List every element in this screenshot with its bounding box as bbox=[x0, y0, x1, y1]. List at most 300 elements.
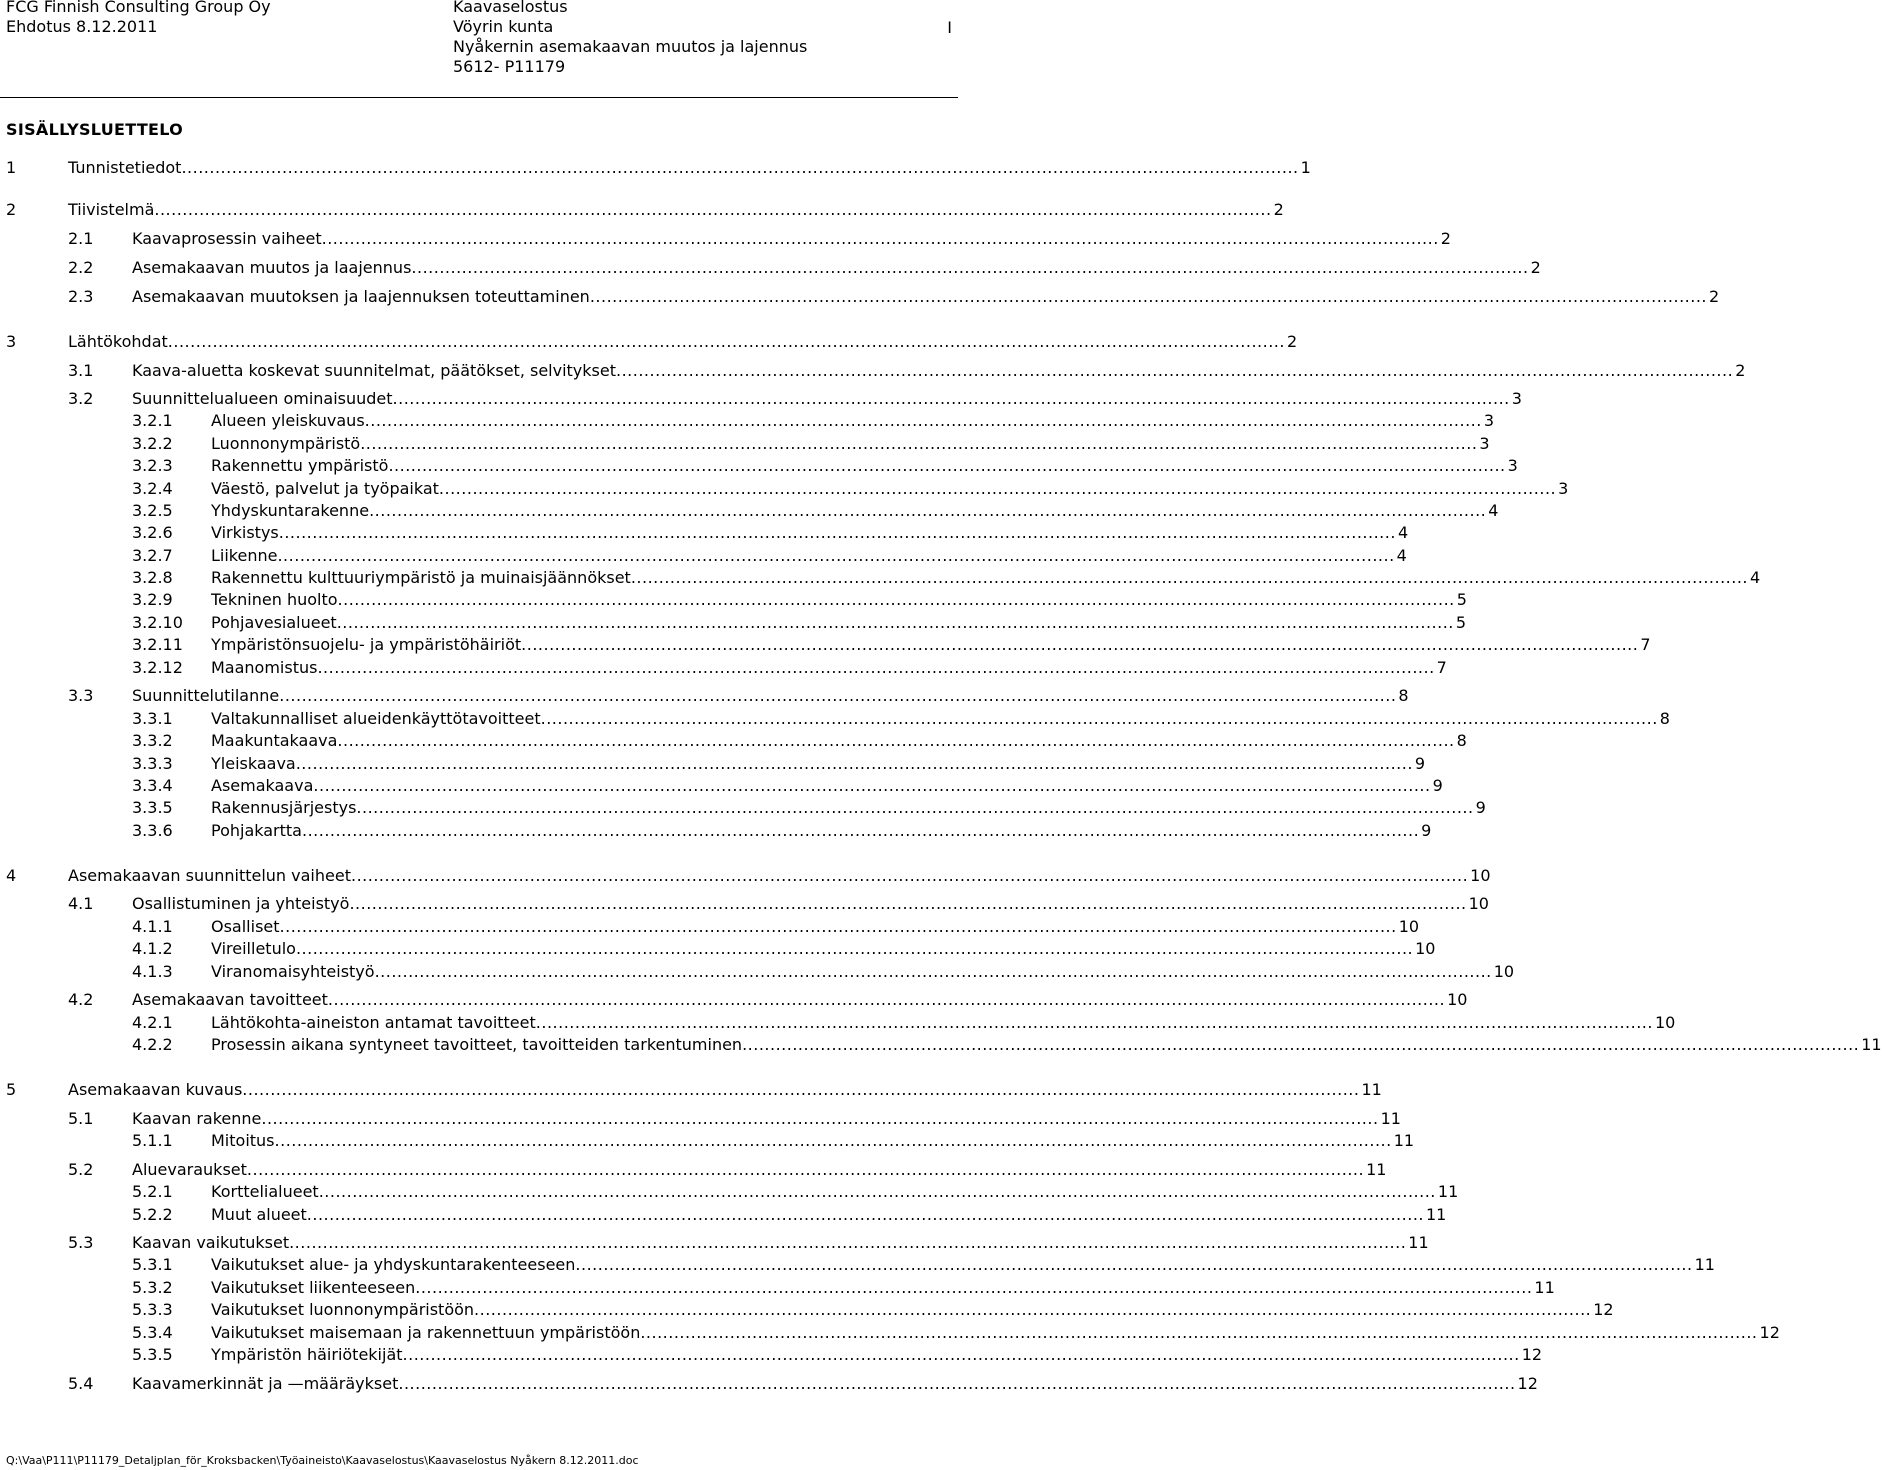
toc-entry bbox=[0, 1204, 1447, 1226]
toc-entry-page: 8 bbox=[1456, 731, 1467, 750]
dot-leader: ........................................................................................................................................................................................................ bbox=[327, 990, 1446, 1009]
toc-entry bbox=[0, 1322, 1780, 1344]
dot-leader: ........................................................................................................................................................................................................ bbox=[411, 258, 1529, 277]
toc-entry bbox=[0, 797, 1486, 819]
toc-entry-title: Korttelialueet bbox=[211, 1182, 319, 1201]
dot-leader: ........................................................................................................................................................................................................ bbox=[279, 686, 1397, 705]
toc-entry-page: 3 bbox=[1483, 411, 1495, 430]
toc-entry-number: 3.2.5 bbox=[132, 501, 173, 520]
toc-entry-leader bbox=[211, 730, 1467, 752]
toc-entry-number: 3.3.4 bbox=[132, 776, 173, 795]
toc-entry-title: Kaava-aluetta koskevat suunnitelmat, päätökset, selvitykset bbox=[132, 361, 616, 380]
toc-entry-title: Asemakaavan tavoitteet bbox=[132, 990, 328, 1009]
toc-entry-page: 5 bbox=[1456, 590, 1467, 609]
header-rule bbox=[0, 97, 958, 98]
toc-entry-number: 5.4 bbox=[68, 1374, 94, 1393]
toc-entry bbox=[0, 634, 1651, 656]
company-name: FCG Finnish Consulting Group Oy bbox=[6, 0, 271, 16]
toc-entry-number: 5.2.1 bbox=[132, 1182, 173, 1201]
toc-entry-leader bbox=[211, 1344, 1543, 1366]
dot-leader: ........................................................................................................................................................................................................ bbox=[313, 776, 1431, 795]
toc-entry-leader bbox=[68, 865, 1491, 887]
toc-entry-title: Rakennettu ympäristö bbox=[211, 456, 389, 475]
toc-entry-title: Rakennettu kulttuuriympäristö ja muinaisjäännökset bbox=[211, 568, 631, 587]
toc-entry bbox=[0, 775, 1443, 797]
toc-entry bbox=[0, 1277, 1555, 1299]
toc-entry bbox=[0, 545, 1407, 567]
toc-entry bbox=[0, 1373, 1538, 1395]
toc-entry-page: 11 bbox=[1437, 1182, 1459, 1201]
toc-entry-title: Vaikutukset liikenteeseen bbox=[211, 1278, 416, 1297]
toc-entry-title: Asemakaavan muutoksen ja laajennuksen toteuttaminen bbox=[132, 287, 590, 306]
toc-entry-number: 4.2.2 bbox=[132, 1035, 173, 1054]
toc-entry-title: Maakuntakaava bbox=[211, 731, 338, 750]
toc-entry-number: 2.1 bbox=[68, 229, 94, 248]
dot-leader: ........................................................................................................................................................................................................ bbox=[278, 523, 1396, 542]
toc-entry bbox=[0, 331, 1298, 353]
toc-entry-leader bbox=[211, 478, 1569, 500]
toc-entry-title: Lähtökohdat bbox=[68, 332, 168, 351]
toc-entry-number: 2.2 bbox=[68, 258, 94, 277]
toc-entry-title: Kaavan rakenne bbox=[132, 1109, 262, 1128]
toc-entry-number: 4.2.1 bbox=[132, 1013, 173, 1032]
toc-entry-title: Mitoitus bbox=[211, 1131, 275, 1150]
toc-entry bbox=[0, 820, 1432, 842]
toc-entry bbox=[0, 157, 1311, 179]
toc-entry-number: 3.3.6 bbox=[132, 821, 173, 840]
toc-entry-number: 4.1.2 bbox=[132, 939, 173, 958]
toc-entry-page: 2 bbox=[1530, 258, 1541, 277]
toc-entry-leader bbox=[211, 410, 1495, 432]
toc-entry-leader bbox=[68, 157, 1311, 179]
project-number: 5612- P11179 bbox=[453, 57, 566, 76]
toc-entry bbox=[0, 199, 1284, 221]
dot-leader: ........................................................................................................................................................................................................ bbox=[350, 866, 1469, 885]
toc-entry-leader bbox=[132, 685, 1409, 707]
toc-entry bbox=[0, 708, 1670, 730]
toc-entry-number: 3.2.2 bbox=[132, 434, 173, 453]
dot-leader: ........................................................................................................................................................................................................ bbox=[398, 1374, 1516, 1393]
toc-entry-leader bbox=[68, 199, 1284, 221]
toc-entry-title: Vaikutukset alue- ja yhdyskuntarakenteeseen bbox=[211, 1255, 576, 1274]
toc-entry-title: Maanomistus bbox=[211, 658, 318, 677]
dot-leader: ........................................................................................................................................................................................................ bbox=[349, 894, 1467, 913]
toc-entry-number: 5.1 bbox=[68, 1109, 94, 1128]
toc-entry bbox=[0, 1181, 1459, 1203]
toc-entry-title: Väestö, palvelut ja työpaikat bbox=[211, 479, 439, 498]
toc-entry-leader bbox=[211, 1012, 1676, 1034]
toc-entry-page: 2 bbox=[1273, 200, 1284, 219]
toc-entry bbox=[0, 1079, 1382, 1101]
toc-entry-number: 3.2.9 bbox=[132, 590, 173, 609]
toc-entry-number: 5.3.5 bbox=[132, 1345, 173, 1364]
toc-entry-leader bbox=[132, 286, 1720, 308]
toc-entry-page: 4 bbox=[1397, 523, 1409, 542]
toc-entry-page: 9 bbox=[1421, 821, 1432, 840]
toc-entry bbox=[0, 893, 1489, 915]
toc-entry-title: Asemakaava bbox=[211, 776, 314, 795]
toc-entry bbox=[0, 916, 1420, 938]
toc-entry-title: Osallistuminen ja yhteistyö bbox=[132, 894, 350, 913]
page-header bbox=[0, 0, 960, 100]
header-middle bbox=[453, 0, 807, 77]
toc-entry bbox=[0, 1344, 1543, 1366]
dot-leader: ........................................................................................................................................................................................................ bbox=[616, 361, 1734, 380]
toc-entry-page: 1 bbox=[1300, 158, 1311, 177]
toc-entry-leader bbox=[211, 634, 1651, 656]
toc-entry-number: 3.2.11 bbox=[132, 635, 183, 654]
toc-entry bbox=[0, 433, 1490, 455]
toc-entry-title: Pohjavesialueet bbox=[211, 613, 337, 632]
toc-entry-page: 11 bbox=[1861, 1035, 1882, 1054]
toc-entry-title: Viranomaisyhteistyö bbox=[211, 962, 375, 981]
toc-entry-title: Valtakunnalliset alueidenkäyttötavoitteet bbox=[211, 709, 541, 728]
toc-entry-page: 3 bbox=[1558, 479, 1569, 498]
toc-entry-page: 10 bbox=[1493, 962, 1515, 981]
dot-leader: ........................................................................................................................................................................................................ bbox=[640, 1323, 1758, 1342]
toc-entry-title: Yhdyskuntarakenne bbox=[211, 501, 370, 520]
toc-entry-number: 5.3.4 bbox=[132, 1323, 173, 1342]
dot-leader: ........................................................................................................................................................................................................ bbox=[474, 1300, 1592, 1319]
toc-entry-page: 10 bbox=[1470, 866, 1491, 885]
file-path-footer: Q:\Vaa\P111\P11179_Detaljplan_för_Kroksbacken\Työaineisto\Kaavaselostus\Kaavaselostus Nyåkern 8.12.2011.doc bbox=[6, 1454, 639, 1467]
plan-name: Nyåkernin asemakaavan muutos ja lajennus bbox=[453, 37, 808, 56]
dot-leader: ........................................................................................................................................................................................................ bbox=[356, 798, 1474, 817]
toc-entry-title: Vaikutukset maisemaan ja rakennettuun ympäristöön bbox=[211, 1323, 641, 1342]
dot-leader: ........................................................................................................................................................................................................ bbox=[374, 962, 1492, 981]
toc-entry bbox=[0, 961, 1515, 983]
toc-entry bbox=[0, 388, 1522, 410]
toc-entry-leader bbox=[211, 589, 1467, 611]
toc-entry-title: Prosessin aikana syntyneet tavoitteet, tavoitteiden tarkentuminen bbox=[211, 1035, 743, 1054]
toc-entry bbox=[0, 685, 1409, 707]
page-number: I bbox=[947, 18, 952, 37]
dot-leader: ........................................................................................................................................................................................................ bbox=[402, 1345, 1520, 1364]
toc-entry-title: Tunnistetiedot bbox=[68, 158, 182, 177]
toc-entry-title: Luonnonympäristö bbox=[211, 434, 361, 453]
toc-entry-title: Liikenne bbox=[211, 546, 278, 565]
dot-leader: ........................................................................................................................................................................................................ bbox=[392, 389, 1510, 408]
dot-leader: ........................................................................................................................................................................................................ bbox=[318, 1182, 1436, 1201]
toc-entry-leader bbox=[211, 1034, 1882, 1056]
toc-entry-title: Suunnittelualueen ominaisuudet bbox=[132, 389, 393, 408]
dot-leader: ........................................................................................................................................................................................................ bbox=[337, 590, 1455, 609]
dot-leader: ........................................................................................................................................................................................................ bbox=[364, 411, 1482, 430]
toc-entry bbox=[0, 1159, 1387, 1181]
toc-entry-number: 5.3 bbox=[68, 1233, 94, 1252]
toc-entry-title: Ympäristön häiriötekijät bbox=[211, 1345, 403, 1364]
toc-entry-page: 12 bbox=[1521, 1345, 1543, 1364]
toc-entry-leader bbox=[211, 1181, 1459, 1203]
toc-entry-page: 11 bbox=[1408, 1233, 1429, 1252]
toc-entry-page: 8 bbox=[1398, 686, 1409, 705]
toc-entry-page: 10 bbox=[1468, 894, 1489, 913]
toc-entry-number: 3.2.12 bbox=[132, 658, 183, 677]
toc-entry-number: 3.1 bbox=[68, 361, 94, 380]
toc-entry-number: 5.2.2 bbox=[132, 1205, 173, 1224]
dot-leader: ........................................................................................................................................................................................................ bbox=[242, 1080, 1360, 1099]
dot-leader: ........................................................................................................................................................................................................ bbox=[274, 1131, 1392, 1150]
dot-leader: ........................................................................................................................................................................................................ bbox=[306, 1205, 1424, 1224]
toc-entry-leader bbox=[211, 775, 1443, 797]
toc-entry-number: 4.1.1 bbox=[132, 917, 173, 936]
toc-entry bbox=[0, 753, 1426, 775]
toc-entry-leader bbox=[211, 1277, 1555, 1299]
toc-entry-page: 11 bbox=[1361, 1080, 1382, 1099]
toc-entry bbox=[0, 455, 1518, 477]
toc-entry-leader bbox=[132, 989, 1468, 1011]
toc-entry bbox=[0, 1254, 1715, 1276]
toc-entry-title: Vireilletulo bbox=[211, 939, 296, 958]
dot-leader: ........................................................................................................................................................................................................ bbox=[589, 287, 1707, 306]
toc-entry-leader bbox=[211, 433, 1490, 455]
toc-entry bbox=[0, 938, 1436, 960]
toc-entry-leader bbox=[211, 1299, 1614, 1321]
toc-entry-page: 11 bbox=[1425, 1205, 1447, 1224]
toc-entry-page: 9 bbox=[1414, 754, 1426, 773]
toc-entry-leader bbox=[211, 522, 1409, 544]
toc-entry-page: 11 bbox=[1694, 1255, 1715, 1274]
toc-entry bbox=[0, 1130, 1415, 1152]
toc-entry-title: Aluevaraukset bbox=[132, 1160, 247, 1179]
toc-entry-leader bbox=[211, 500, 1499, 522]
header-left bbox=[6, 0, 271, 37]
toc-entry-page: 8 bbox=[1659, 709, 1670, 728]
document-type: Kaavaselostus bbox=[453, 0, 568, 16]
toc-entry-leader bbox=[211, 797, 1486, 819]
toc-entry-title: Tiivistelmä bbox=[68, 200, 155, 219]
dot-leader: ........................................................................................................................................................................................................ bbox=[295, 939, 1414, 958]
toc-entry-page: 4 bbox=[1750, 568, 1761, 587]
toc-entry-leader bbox=[132, 360, 1746, 382]
toc-entry-title: Osalliset bbox=[211, 917, 280, 936]
toc-entry-page: 2 bbox=[1735, 361, 1746, 380]
toc-entry-number: 5.3.2 bbox=[132, 1278, 173, 1297]
toc-entry-page: 3 bbox=[1479, 434, 1490, 453]
toc-entry-leader bbox=[211, 916, 1420, 938]
toc-title: SISÄLLYSLUETTELO bbox=[6, 120, 184, 139]
toc-entry-number: 4 bbox=[6, 866, 17, 885]
toc-entry bbox=[0, 1232, 1429, 1254]
toc-entry bbox=[0, 567, 1761, 589]
toc-entry-number: 5.3.3 bbox=[132, 1300, 173, 1319]
toc-entry-page: 11 bbox=[1393, 1131, 1415, 1150]
toc-entry-title: Asemakaavan kuvaus bbox=[68, 1080, 243, 1099]
toc-entry-leader bbox=[211, 1322, 1780, 1344]
dot-leader: ........................................................................................................................................................................................................ bbox=[295, 754, 1413, 773]
toc-entry-title: Kaavaprosessin vaiheet bbox=[132, 229, 322, 248]
toc-entry bbox=[0, 522, 1409, 544]
toc-entry-leader bbox=[211, 612, 1467, 634]
dot-leader: ........................................................................................................................................................................................................ bbox=[246, 1160, 1365, 1179]
toc-entry bbox=[0, 730, 1467, 752]
toc-entry-title: Vaikutukset luonnonympäristöön bbox=[211, 1300, 475, 1319]
toc-entry-number: 3.3.5 bbox=[132, 798, 173, 817]
toc-entry-number: 5.2 bbox=[68, 1160, 94, 1179]
dot-leader: ........................................................................................................................................................................................................ bbox=[261, 1109, 1379, 1128]
toc-entry-title: Muut alueet bbox=[211, 1205, 307, 1224]
toc-entry-page: 12 bbox=[1517, 1374, 1538, 1393]
toc-entry-leader bbox=[132, 257, 1541, 279]
toc-entry-leader bbox=[211, 1204, 1447, 1226]
toc-entry bbox=[0, 657, 1447, 679]
toc-entry-leader bbox=[132, 228, 1451, 250]
toc-entry-leader bbox=[68, 331, 1298, 353]
toc-entry-number: 3.2 bbox=[68, 389, 94, 408]
dot-leader: ........................................................................................................................................................................................................ bbox=[317, 658, 1435, 677]
toc-entry-number: 3.3.2 bbox=[132, 731, 173, 750]
toc-entry-number: 3 bbox=[6, 332, 17, 351]
toc-entry bbox=[0, 410, 1495, 432]
toc-entry bbox=[0, 865, 1491, 887]
toc-entry-number: 4.2 bbox=[68, 990, 94, 1009]
dot-leader: ........................................................................................................................................................................................................ bbox=[521, 635, 1639, 654]
toc-entry-page: 10 bbox=[1398, 917, 1420, 936]
toc-entry-leader bbox=[132, 1373, 1538, 1395]
toc-entry-number: 3.2.7 bbox=[132, 546, 173, 565]
toc-entry-number: 1 bbox=[6, 158, 17, 177]
dot-leader: ........................................................................................................................................................................................................ bbox=[540, 709, 1658, 728]
toc-entry-leader bbox=[211, 545, 1407, 567]
toc-entry bbox=[0, 1034, 1882, 1056]
toc-entry-leader bbox=[132, 1232, 1429, 1254]
dot-leader: ........................................................................................................................................................................................................ bbox=[438, 479, 1557, 498]
dot-leader: ........................................................................................................................................................................................................ bbox=[630, 568, 1749, 587]
dot-leader: ........................................................................................................................................................................................................ bbox=[321, 229, 1439, 248]
dot-leader: ........................................................................................................................................................................................................ bbox=[575, 1255, 1693, 1274]
toc-entry-page: 7 bbox=[1436, 658, 1447, 677]
dot-leader: ........................................................................................................................................................................................................ bbox=[415, 1278, 1533, 1297]
toc-entry-title: Kaavan vaikutukset bbox=[132, 1233, 290, 1252]
toc-entry-number: 3.2.3 bbox=[132, 456, 173, 475]
toc-entry bbox=[0, 1012, 1676, 1034]
draft-date: Ehdotus 8.12.2011 bbox=[6, 17, 158, 36]
toc-entry-page: 2 bbox=[1286, 332, 1298, 351]
toc-entry-number: 3.2.6 bbox=[132, 523, 173, 542]
toc-entry-leader bbox=[132, 1159, 1387, 1181]
toc-entry-number: 5.1.1 bbox=[132, 1131, 173, 1150]
toc-entry-title: Pohjakartta bbox=[211, 821, 302, 840]
dot-leader: ........................................................................................................................................................................................................ bbox=[337, 731, 1455, 750]
dot-leader: ........................................................................................................................................................................................................ bbox=[181, 158, 1299, 177]
toc-entry-page: 2 bbox=[1709, 287, 1720, 306]
toc-entry-number: 2.3 bbox=[68, 287, 94, 306]
toc-entry-page: 7 bbox=[1640, 635, 1651, 654]
toc-entry-leader bbox=[211, 657, 1447, 679]
toc-entry-number: 3.3.3 bbox=[132, 754, 173, 773]
toc-entry-leader bbox=[211, 938, 1436, 960]
toc-entry-leader bbox=[132, 893, 1489, 915]
toc-entry-number: 3.3 bbox=[68, 686, 94, 705]
toc-entry-leader bbox=[211, 1254, 1715, 1276]
toc-entry-number: 3.2.8 bbox=[132, 568, 173, 587]
toc-entry-title: Yleiskaava bbox=[211, 754, 296, 773]
toc-entry-page: 9 bbox=[1475, 798, 1486, 817]
toc-entry-page: 11 bbox=[1366, 1160, 1387, 1179]
toc-entry-number: 3.3.1 bbox=[132, 709, 173, 728]
toc-entry-leader bbox=[132, 388, 1522, 410]
toc-entry-title: Virkistys bbox=[211, 523, 279, 542]
toc-entry-page: 4 bbox=[1396, 546, 1407, 565]
toc-entry-title: Tekninen huolto bbox=[211, 590, 338, 609]
toc-entry bbox=[0, 589, 1467, 611]
toc-entry bbox=[0, 360, 1746, 382]
toc-entry-number: 4.1.3 bbox=[132, 962, 173, 981]
toc-entry-title: Alueen yleiskuvaus bbox=[211, 411, 365, 430]
dot-leader: ........................................................................................................................................................................................................ bbox=[535, 1013, 1653, 1032]
municipality: Vöyrin kunta bbox=[453, 17, 554, 36]
toc-entry-leader bbox=[211, 820, 1432, 842]
toc-entry-leader bbox=[68, 1079, 1382, 1101]
toc-entry-page: 3 bbox=[1507, 456, 1518, 475]
dot-leader: ........................................................................................................................................................................................................ bbox=[388, 456, 1506, 475]
toc-entry-number: 5.3.1 bbox=[132, 1255, 173, 1274]
dot-leader: ........................................................................................................................................................................................................ bbox=[167, 332, 1285, 351]
toc-entry-number: 3.2.10 bbox=[132, 613, 183, 632]
toc-entry bbox=[0, 612, 1467, 634]
toc-entry-title: Lähtökohta-aineiston antamat tavoitteet bbox=[211, 1013, 536, 1032]
toc-entry bbox=[0, 1299, 1614, 1321]
dot-leader: ........................................................................................................................................................................................................ bbox=[369, 501, 1487, 520]
toc-entry-title: Suunnittelutilanne bbox=[132, 686, 280, 705]
toc-entry-page: 11 bbox=[1534, 1278, 1555, 1297]
toc-entry-leader bbox=[211, 567, 1761, 589]
toc-entry-title: Asemakaavan suunnittelun vaiheet bbox=[68, 866, 351, 885]
toc-entry-leader bbox=[211, 708, 1670, 730]
toc-entry-page: 10 bbox=[1447, 990, 1468, 1009]
toc-entry-leader bbox=[132, 1108, 1401, 1130]
toc-entry-number: 4.1 bbox=[68, 894, 94, 913]
toc-entry-title: Kaavamerkinnät ja —määräykset bbox=[132, 1374, 399, 1393]
toc-entry bbox=[0, 989, 1468, 1011]
toc-entry bbox=[0, 228, 1451, 250]
toc-entry-page: 5 bbox=[1455, 613, 1467, 632]
toc-entry-page: 11 bbox=[1380, 1109, 1401, 1128]
dot-leader: ........................................................................................................................................................................................................ bbox=[742, 1035, 1860, 1054]
toc-entry-leader bbox=[211, 1130, 1415, 1152]
dot-leader: ........................................................................................................................................................................................................ bbox=[301, 821, 1420, 840]
toc-entry-leader bbox=[211, 455, 1518, 477]
toc-entry-number: 2 bbox=[6, 200, 17, 219]
dot-leader: ........................................................................................................................................................................................................ bbox=[279, 917, 1397, 936]
dot-leader: ........................................................................................................................................................................................................ bbox=[289, 1233, 1407, 1252]
toc-entry-leader bbox=[211, 961, 1515, 983]
dot-leader: ........................................................................................................................................................................................................ bbox=[336, 613, 1454, 632]
toc-entry bbox=[0, 500, 1499, 522]
toc-entry bbox=[0, 286, 1720, 308]
toc-entry-number: 5 bbox=[6, 1080, 17, 1099]
toc-entry-page: 9 bbox=[1432, 776, 1443, 795]
toc-entry-page: 12 bbox=[1593, 1300, 1614, 1319]
toc-entry-page: 2 bbox=[1440, 229, 1451, 248]
toc-entry-page: 10 bbox=[1654, 1013, 1676, 1032]
toc-entry-title: Rakennusjärjestys bbox=[211, 798, 357, 817]
dot-leader: ........................................................................................................................................................................................................ bbox=[154, 200, 1272, 219]
toc-entry bbox=[0, 1108, 1401, 1130]
toc-entry-title: Ympäristönsuojelu- ja ympäristöhäiriöt bbox=[211, 635, 522, 654]
dot-leader: ........................................................................................................................................................................................................ bbox=[360, 434, 1478, 453]
toc-entry bbox=[0, 478, 1569, 500]
toc-entry-number: 3.2.1 bbox=[132, 411, 173, 430]
toc-entry-title: Asemakaavan muutos ja laajennus bbox=[132, 258, 412, 277]
toc-entry bbox=[0, 257, 1541, 279]
toc-entry-page: 3 bbox=[1511, 389, 1522, 408]
toc-entry-page: 12 bbox=[1759, 1323, 1780, 1342]
toc-entry-number: 3.2.4 bbox=[132, 479, 173, 498]
dot-leader: ........................................................................................................................................................................................................ bbox=[277, 546, 1395, 565]
toc-entry-leader bbox=[211, 753, 1426, 775]
toc-entry-page: 10 bbox=[1415, 939, 1436, 958]
